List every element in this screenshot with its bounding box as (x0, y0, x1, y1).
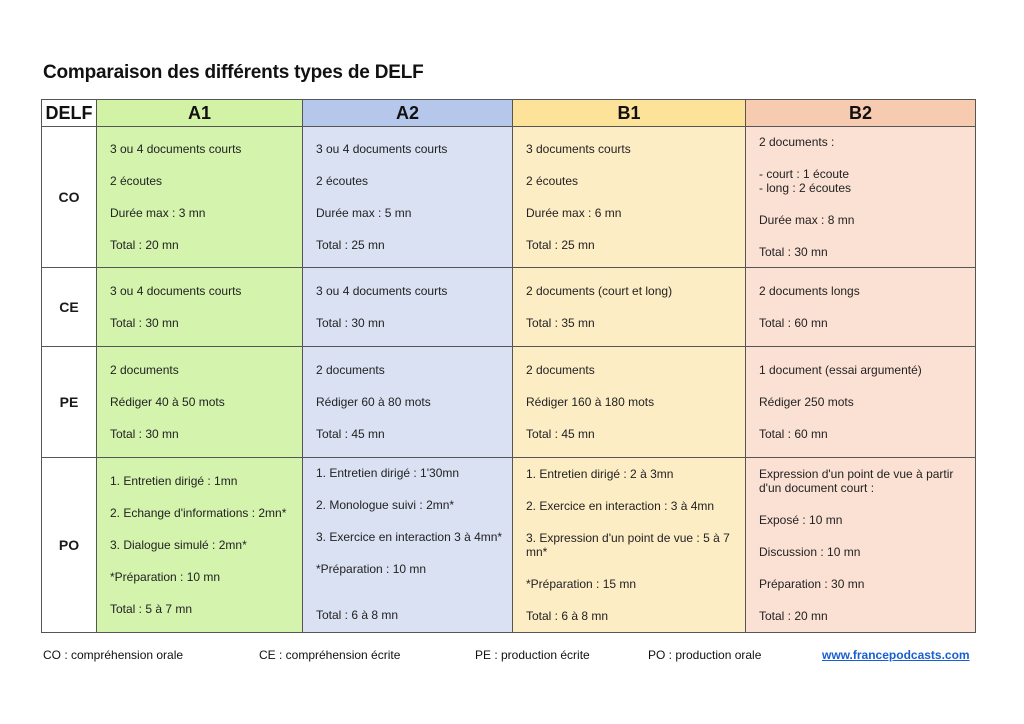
cell-line: *Préparation : 10 mn (316, 562, 427, 576)
cell-line: 3 ou 4 documents courts (316, 284, 448, 298)
cell-co-b1 (513, 127, 746, 268)
cell-line: Total : 30 mn (110, 316, 179, 330)
row-po (42, 458, 976, 633)
cell-line: Total : 30 mn (316, 316, 385, 330)
cell-line: *Préparation : 10 mn (110, 570, 221, 584)
cell-line: 3 ou 4 documents courts (316, 142, 448, 156)
delf-comparison-table (41, 99, 976, 633)
page-title: Comparaison des différents types de DELF (43, 62, 424, 83)
cell-line: Durée max : 6 mn (526, 206, 622, 220)
cell-co-a2 (303, 127, 513, 268)
cell-line: *Préparation : 15 mn (526, 577, 637, 591)
row-ce (42, 268, 976, 347)
cell-line: Rédiger 40 à 50 mots (110, 395, 225, 409)
cell-line: Total : 20 mn (110, 238, 179, 252)
row-pe (42, 347, 976, 458)
cell-line: d'un document court : (759, 481, 875, 495)
level-header-b1: B1 (513, 100, 746, 127)
cell-line: Total : 25 mn (526, 238, 595, 252)
cell-line: mn* (526, 545, 548, 559)
cell-co-a1 (97, 127, 303, 268)
row-label-pe: PE (42, 347, 97, 458)
cell-line: 2. Exercice en interaction : 3 à 4mn (526, 499, 715, 513)
cell-line: Total : 45 mn (526, 427, 595, 441)
website-link[interactable]: www.francepodcasts.com (822, 648, 970, 662)
cell-line: - court : 1 écoute (759, 167, 850, 181)
cell-pe-b2 (746, 347, 976, 458)
cell-line: 2 documents (court et long) (526, 284, 673, 298)
cell-line: Total : 35 mn (526, 316, 595, 330)
cell-line: 2 documents (316, 363, 385, 377)
cell-line: 2. Monologue suivi : 2mn* (316, 498, 455, 512)
cell-line: 2. Echange d'informations : 2mn* (110, 506, 287, 520)
cell-line: Total : 45 mn (316, 427, 385, 441)
legend-po: PO : production orale (648, 648, 762, 662)
cell-line: Rédiger 160 à 180 mots (526, 395, 655, 409)
legend-ce: CE : compréhension écrite (259, 648, 401, 662)
cell-line: Discussion : 10 mn (759, 545, 861, 559)
row-label-co: CO (42, 127, 97, 268)
cell-line: Total : 30 mn (110, 427, 179, 441)
cell-line: 3. Exercice en interaction 3 à 4mn* (316, 530, 503, 544)
cell-line: 2 écoutes (526, 174, 579, 188)
cell-line: Expression d'un point de vue à partir (759, 467, 954, 481)
level-header-b2: B2 (746, 100, 976, 127)
header-row (42, 100, 976, 127)
cell-ce-a2 (303, 268, 513, 347)
cell-ce-a1 (97, 268, 303, 347)
cell-po-a1 (97, 458, 303, 633)
cell-line: Total : 25 mn (316, 238, 385, 252)
cell-line: 3 ou 4 documents courts (110, 142, 242, 156)
cell-line: - long : 2 écoutes (759, 181, 852, 195)
cell-line: Total : 6 à 8 mn (316, 608, 399, 622)
row-label-ce: CE (42, 268, 97, 347)
cell-po-a2 (303, 458, 513, 633)
row-co (42, 127, 976, 268)
level-header-a1: A1 (97, 100, 303, 127)
cell-line: 2 documents (110, 363, 179, 377)
cell-line: Total : 60 mn (759, 316, 828, 330)
corner-header: DELF (42, 100, 97, 127)
cell-pe-a2 (303, 347, 513, 458)
cell-line: 2 documents : (759, 135, 835, 149)
cell-co-b2 (746, 127, 976, 268)
cell-line: 1. Entretien dirigé : 1mn (110, 474, 238, 488)
cell-line: 2 documents longs (759, 284, 860, 298)
cell-line: Préparation : 30 mn (759, 577, 865, 591)
cell-ce-b2 (746, 268, 976, 347)
cell-pe-a1 (97, 347, 303, 458)
cell-po-b2 (746, 458, 976, 633)
legend-co: CO : compréhension orale (43, 648, 184, 662)
cell-line: Durée max : 3 mn (110, 206, 206, 220)
cell-ce-b1 (513, 268, 746, 347)
cell-line: Durée max : 5 mn (316, 206, 412, 220)
row-label-po: PO (42, 458, 97, 633)
cell-line: Total : 60 mn (759, 427, 828, 441)
cell-line: 2 documents (526, 363, 595, 377)
cell-line: Durée max : 8 mn (759, 213, 855, 227)
cell-pe-b1 (513, 347, 746, 458)
cell-line: 3. Dialogue simulé : 2mn* (110, 538, 247, 552)
cell-line: 1 document (essai argumenté) (759, 363, 922, 377)
cell-line: 3 documents courts (526, 142, 631, 156)
cell-line: Total : 6 à 8 mn (526, 609, 609, 623)
cell-line: Rédiger 250 mots (759, 395, 854, 409)
cell-line: Exposé : 10 mn (759, 513, 843, 527)
cell-line: 3 ou 4 documents courts (110, 284, 242, 298)
cell-line: Total : 20 mn (759, 609, 828, 623)
cell-line: 3. Expression d'un point de vue : 5 à 7 (526, 531, 730, 545)
cell-line: 2 écoutes (316, 174, 369, 188)
cell-po-b1 (513, 458, 746, 633)
cell-line: Total : 30 mn (759, 245, 828, 259)
cell-line: 1. Entretien dirigé : 1'30mn (316, 466, 460, 480)
cell-line: 1. Entretien dirigé : 2 à 3mn (526, 467, 674, 481)
cell-line: Total : 5 à 7 mn (110, 602, 193, 616)
level-header-a2: A2 (303, 100, 513, 127)
legend-pe: PE : production écrite (475, 648, 590, 662)
cell-line: Rédiger 60 à 80 mots (316, 395, 431, 409)
cell-line: 2 écoutes (110, 174, 163, 188)
